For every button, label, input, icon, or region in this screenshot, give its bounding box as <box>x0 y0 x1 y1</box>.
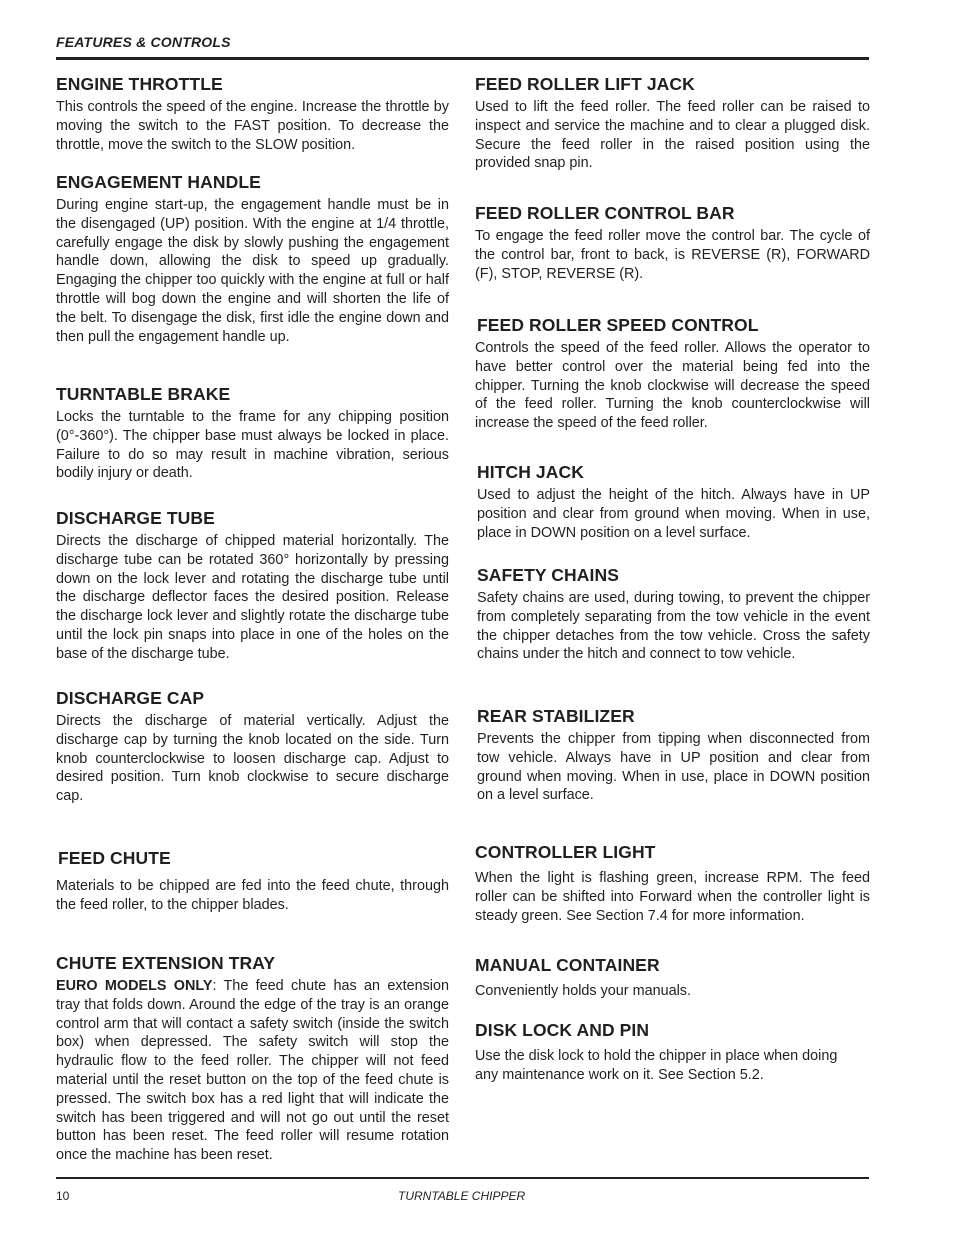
section-heading: HITCH JACK <box>477 462 584 482</box>
section-heading: REAR STABILIZER <box>477 706 635 726</box>
section-heading: FEED ROLLER LIFT JACK <box>475 74 695 94</box>
section-safety-chains <box>477 564 870 664</box>
section-body: Used to adjust the height of the hitch. Always have in UP position and clear from ground when moving. When in use, place in DOWN position on a level surface. <box>477 487 870 541</box>
section-heading: FEED ROLLER CONTROL BAR <box>475 203 735 223</box>
section-body: Use the disk lock to hold the chipper in place when doing any maintenance work on it. See Section 5.2. <box>475 1048 838 1083</box>
section-manual-container <box>475 954 870 1001</box>
section-heading: DISCHARGE TUBE <box>56 508 215 528</box>
section-feed-roller-control-bar <box>475 202 870 283</box>
section-body: Prevents the chipper from tipping when disconnected from tow vehicle. Always have in UP position and clear from ground when moving. When in use, place in DOWN position on a level surface. <box>477 731 870 804</box>
section-turntable-brake <box>56 383 449 483</box>
section-heading: CONTROLLER LIGHT <box>475 842 656 862</box>
section-heading: FEED CHUTE <box>58 848 171 868</box>
section-body: Controls the speed of the feed roller. Allows the operator to have better control over the material being fed into the chipper. Turning the knob clockwise will decrease the speed of the feed roller. Turning the knob counterclockwise will increase the speed of the feed roller. <box>475 340 870 432</box>
section-body: Locks the turntable to the frame for any chipping position (0°-360°). The chipper base must always be locked in place. Failure to do so may result in machine vibration, serious bodily injury or death. <box>56 409 449 482</box>
section-body: Directs the discharge of chipped material horizontally. The discharge tube can be rotated 360° horizontally by pressing down on the lock lever and rotating the discharge tube until the discharge deflector faces the desired position. Release the discharge lock lever and slightly rotate the discharge tube until the lock pin snaps into place in one of the holes on the base of the discharge tube. <box>56 533 449 662</box>
section-body: Safety chains are used, during towing, to prevent the chipper from completely separating from the tow vehicle in the event the chipper detaches from the tow vehicle. Cross the safety chains under the hitch and connect to tow vehicle. <box>477 590 870 663</box>
section-heading: FEED ROLLER SPEED CONTROL <box>477 315 759 335</box>
section-heading: DISCHARGE CAP <box>56 688 205 708</box>
section-body-text: : The feed chute has an extension tray that folds down. Around the edge of the tray is an orange control arm that will contact a safety switch (inside the switch box) when depressed. The safety switch will stop the hydraulic flow to the feed roller. The chipper will not feed material until the reset button on the top of the feed chute is pressed. The switch box has a red light that will indicate the switch has been triggered and will not go out until the reset button has been reset. The feed roller will resume rotation once the machine has been reset. <box>56 978 449 1164</box>
footer-document-title: TURNTABLE CHIPPER <box>398 1189 526 1203</box>
section-feed-chute <box>58 847 449 915</box>
section-chute-extension-tray <box>56 952 449 1165</box>
section-heading: ENGAGEMENT HANDLE <box>56 172 261 192</box>
section-heading: MANUAL CONTAINER <box>475 955 660 975</box>
section-body: During engine start-up, the engagement handle must be in the disengaged (UP) position. With the engine at 1/4 throttle, carefully engage the disk by slowly pushing the engagement handle down, allowing the disk to speed up gradually. Engaging the chipper too quickly with the engine at full or half throttle will bog down the engine and will shorten the life of the belt. To disengage the disk, first idle the engine down and then pull the engagement handle up. <box>56 197 449 345</box>
section-body: Directs the discharge of material vertically. Adjust the discharge cap by turning the knob located on the side. Turn knob counterclockwise to loosen discharge cap. Adjust to desired position. Turn knob clockwise to secure discharge cap. <box>56 713 449 805</box>
section-discharge-tube <box>56 507 449 664</box>
euro-models-only-label: EURO MODELS ONLY <box>56 978 213 994</box>
section-body: Materials to be chipped are fed into the feed chute, through the feed roller, to the chipper blades. <box>56 878 449 913</box>
section-feed-roller-speed-control <box>475 314 870 433</box>
section-body: When the light is flashing green, increase RPM. The feed roller can be shifted into Forward when the controller light is steady green. See Section 7.4 for more information. <box>475 870 870 924</box>
section-discharge-cap <box>56 687 449 806</box>
section-heading: DISK LOCK AND PIN <box>475 1020 650 1040</box>
section-disk-lock-and-pin <box>475 1019 870 1085</box>
section-heading: ENGINE THROTTLE <box>56 74 223 94</box>
section-engine-throttle <box>56 73 449 154</box>
section-heading: SAFETY CHAINS <box>477 565 619 585</box>
section-body: Used to lift the feed roller. The feed roller can be raised to inspect and service the machine and to clear a plugged disk. Secure the feed roller in the raised position using the provided snap pin. <box>475 99 870 172</box>
section-hitch-jack <box>477 461 870 542</box>
section-heading: TURNTABLE BRAKE <box>56 384 231 404</box>
section-rear-stabilizer <box>477 705 870 805</box>
section-body: This controls the speed of the engine. Increase the throttle by moving the switch to the FAST position. To decrease the throttle, move the switch to the SLOW position. <box>56 99 449 153</box>
footer-rule <box>56 1177 869 1179</box>
section-feed-roller-lift-jack <box>475 73 870 173</box>
page-header-title: FEATURES & CONTROLS <box>56 34 231 50</box>
section-body: Conveniently holds your manuals. <box>475 983 691 999</box>
section-controller-light <box>475 841 870 925</box>
section-body <box>56 977 449 1165</box>
section-heading: CHUTE EXTENSION TRAY <box>56 953 276 973</box>
header-rule <box>56 57 869 60</box>
section-body: To engage the feed roller move the control bar. The cycle of the control bar, front to back, is REVERSE (R), FORWARD (F), STOP, REVERSE (R). <box>475 228 870 282</box>
section-engagement-handle <box>56 171 449 346</box>
page-number: 10 <box>56 1189 70 1203</box>
